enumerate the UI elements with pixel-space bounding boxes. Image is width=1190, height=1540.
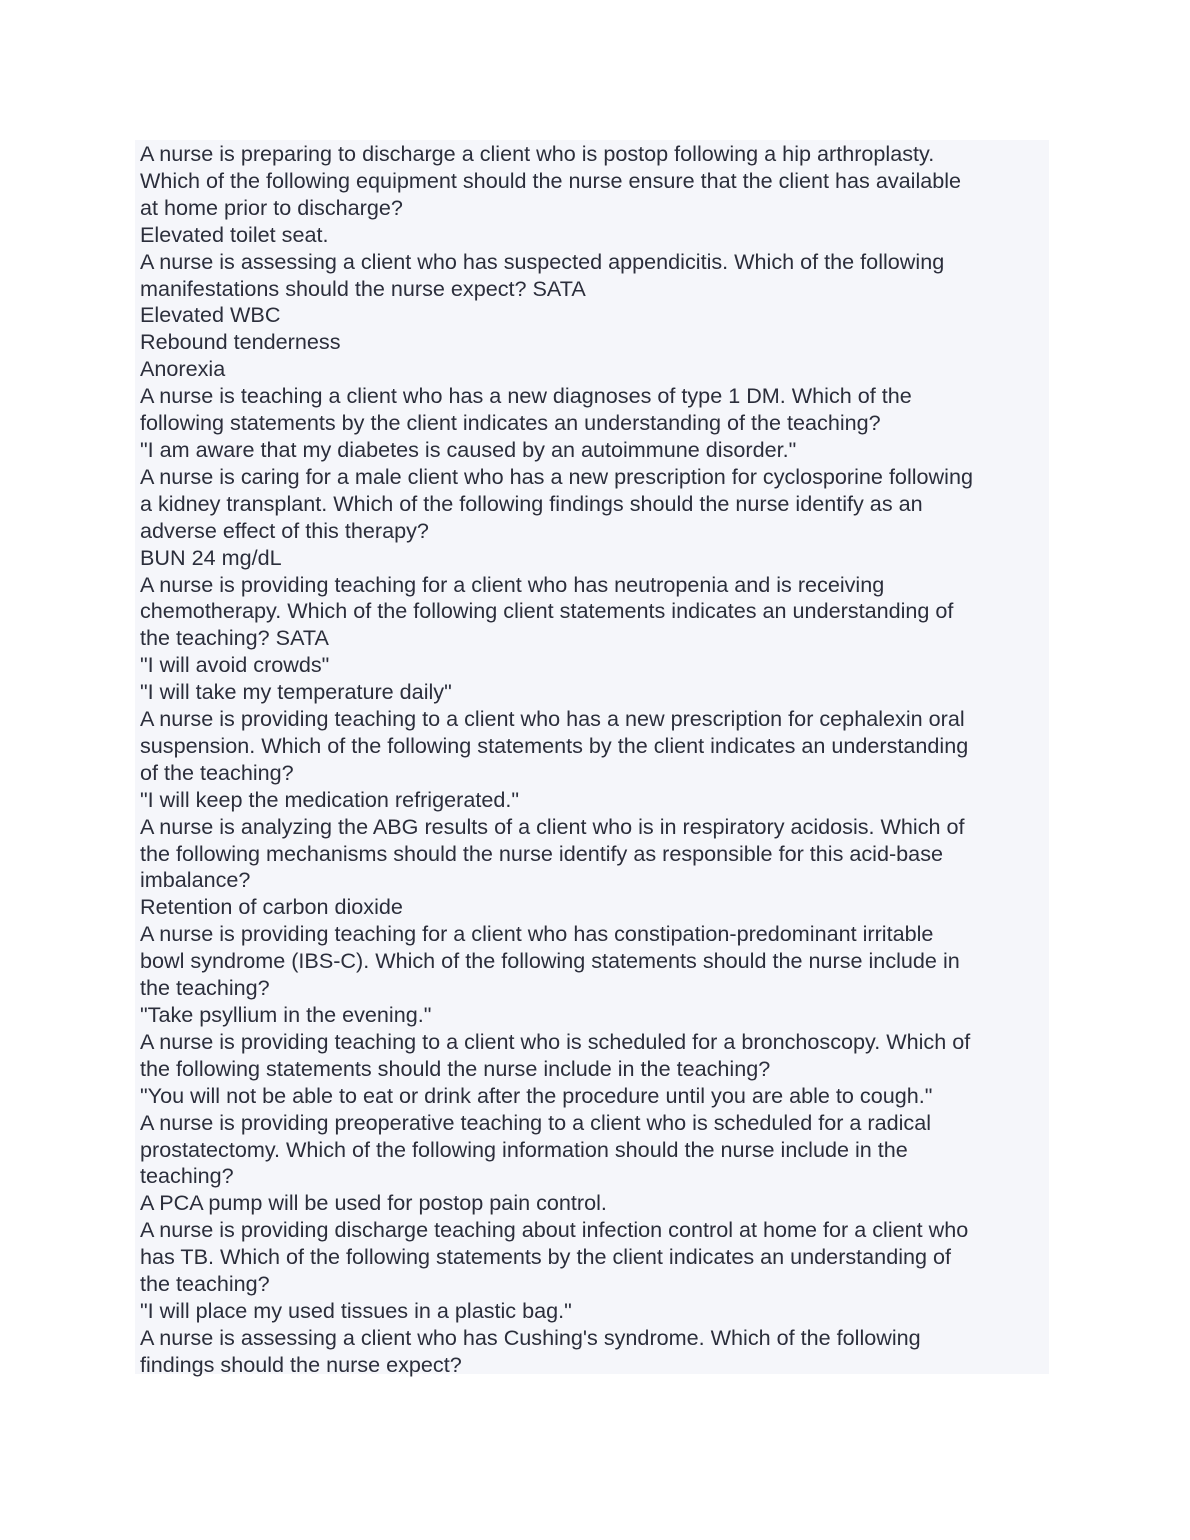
q6-line-3: of the teaching? [140,759,294,785]
q5-answer-1: "I will avoid crowds" [140,652,330,678]
q7-line-3: imbalance? [140,867,251,893]
q3-line-2: following statements by the client indicates an understanding of the teaching? [140,410,881,436]
q9-line-2: the following statements should the nurse include in the teaching? [140,1055,771,1081]
q4-line-1: A nurse is caring for a male client who has a new prescription for cyclosporine following [140,463,973,489]
q3-line-1: A nurse is teaching a client who has a new diagnoses of type 1 DM. Which of the [140,383,912,409]
q1-line-2: Which of the following equipment should the nurse ensure that the client has available [140,167,962,193]
q6-answer: "I will keep the medication refrigerated." [140,786,520,812]
q9-answer: "You will not be able to eat or drink after the procedure until you are able to cough." [140,1082,933,1108]
q2-answer-3: Anorexia [140,356,226,382]
q2-answer-1: Elevated WBC [140,302,281,328]
q12-line-1: A nurse is assessing a client who has Cushing's syndrome. Which of the following [140,1324,921,1350]
q2-answer-2: Rebound tenderness [140,329,341,355]
q2-line-1: A nurse is assessing a client who has suspected appendicitis. Which of the following [140,248,945,274]
q8-line-3: the teaching? [140,975,270,1001]
q5-line-1: A nurse is providing teaching for a client who has neutropenia and is receiving [140,571,885,597]
q11-line-1: A nurse is providing discharge teaching about infection control at home for a client who [140,1217,969,1243]
q4-answer: BUN 24 mg/dL [140,544,282,570]
document-text-block [135,140,1049,1377]
q6-line-1: A nurse is providing teaching to a client who has a new prescription for cephalexin oral [140,706,965,732]
q11-line-3: the teaching? [140,1271,270,1297]
q8-line-1: A nurse is providing teaching for a client who has constipation-predominant irritable [140,921,934,947]
q10-answer: A PCA pump will be used for postop pain control. [140,1190,607,1216]
q4-line-2: a kidney transplant. Which of the following findings should the nurse identify as an [140,490,923,516]
q8-answer: "Take psyllium in the evening." [140,1002,432,1027]
q3-answer: "I am aware that my diabetes is caused by an autoimmune disorder." [140,436,797,462]
q10-line-1: A nurse is providing preoperative teaching to a client who is scheduled for a radical [140,1109,932,1135]
q5-line-3: the teaching? SATA [140,625,329,651]
q1-answer: Elevated toilet seat. [140,221,329,247]
q7-line-2: the following mechanisms should the nurse identify as responsible for this acid-base [140,840,943,866]
q11-answer: "I will place my used tissues in a plastic bag." [140,1297,572,1323]
q11-line-2: has TB. Which of the following statements by the client indicates an understanding of [140,1244,952,1270]
q8-line-2: bowl syndrome (IBS-C). Which of the following statements should the nurse include in [140,948,960,974]
q2-line-2: manifestations should the nurse expect? SATA [140,275,586,301]
q10-line-3: teaching? [140,1163,234,1189]
q12-line-2: findings should the nurse expect? [140,1351,462,1377]
q1-line-3: at home prior to discharge? [140,194,403,220]
q4-line-3: adverse effect of this therapy? [140,517,429,543]
q6-line-2: suspension. Which of the following statements by the client indicates an understanding [140,732,969,758]
q5-answer-2: "I will take my temperature daily" [140,679,452,705]
q5-line-2: chemotherapy. Which of the following client statements indicates an understanding of [140,598,954,624]
q7-answer: Retention of carbon dioxide [140,894,403,920]
q1-line-1: A nurse is preparing to discharge a client who is postop following a hip arthroplasty. [140,141,935,166]
q7-line-1: A nurse is analyzing the ABG results of a client who is in respiratory acidosis. Which of [140,813,965,839]
q10-line-2: prostatectomy. Which of the following information should the nurse include in the [140,1136,908,1162]
q9-line-1: A nurse is providing teaching to a client who is scheduled for a bronchoscopy. Which of [140,1028,971,1054]
